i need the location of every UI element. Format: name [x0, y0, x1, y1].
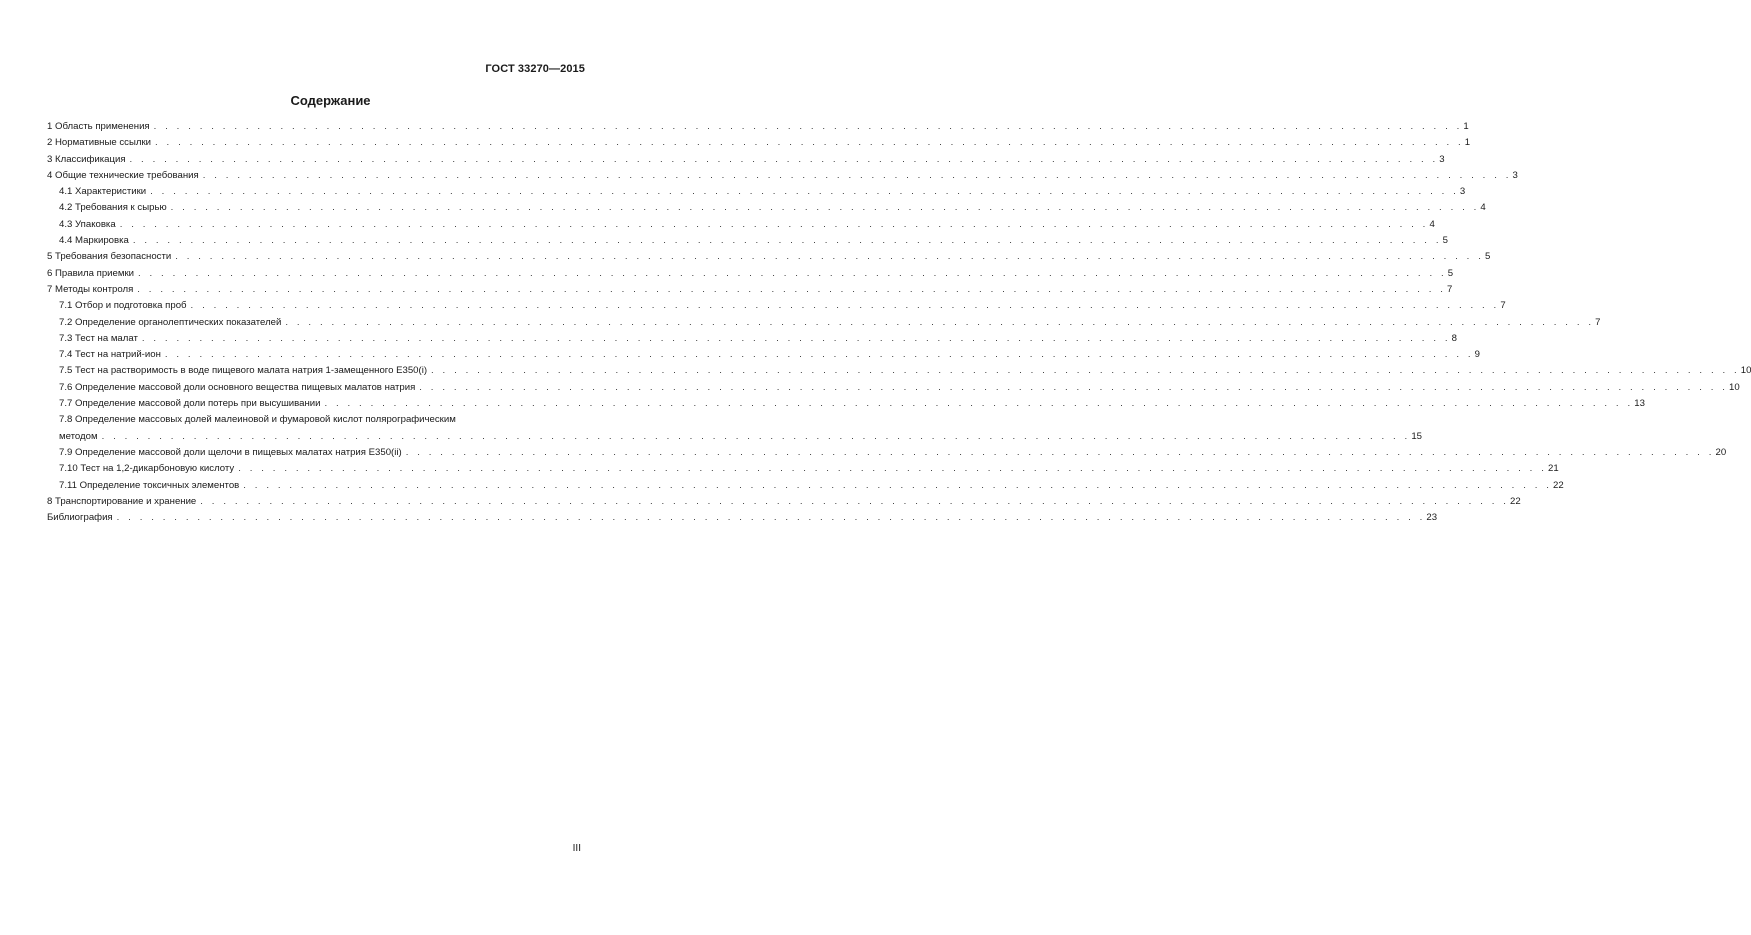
toc-entry-page: 22	[1510, 495, 1521, 507]
toc-entry-label: 7.9 Определение массовой доли щелочи в пищевых малатах натрия Е350(ii)	[59, 446, 402, 458]
toc-leader-dots: . . . . . . . . . . . . . . . . . . . . . . . . . . . . . . . . . . . . . . . . . . . . . . . . . . . . . . . . . . . . . . . . . . . . . . . . . . . . . . . . . . . . . . . . . . . . . . . . . . . . . . . . . . . . . . . . . .	[175, 251, 1484, 263]
document-code: ГОСТ 33270—2015	[485, 63, 585, 75]
toc-entry-5[interactable]	[47, 249, 1491, 265]
toc-entry-page: 1	[1464, 137, 1471, 149]
toc-entry-4[interactable]	[47, 168, 1518, 184]
toc-entry-2[interactable]	[47, 135, 1471, 151]
toc-entry-page: 4	[1480, 202, 1486, 214]
toc-leader-dots: . . . . . . . . . . . . . . . . . . . . . . . . . . . . . . . . . . . . . . . . . . . . . . . . . . . . . . . . . . . . . . . . . . . . . . . . . . . . . . . . . . . . . . . . . . . . . . . . . . . . . . . . . . . . . . . . . .	[132, 235, 1442, 247]
page-number: III	[572, 843, 581, 854]
toc-entry-page: 3	[1512, 169, 1518, 181]
toc-leader-dots: . . . . . . . . . . . . . . . . . . . . . . . . . . . . . . . . . . . . . . . . . . . . . . . . . . . . . . . . . . . . . . . . . . . . . . . . . . . . . . . . . . . . . . . . . . . . . . . . . . . . . . . . . . . . . . . . . .	[243, 479, 1553, 491]
toc-entry-7-4[interactable]	[47, 347, 1480, 363]
toc-entry-page: 23	[1426, 512, 1438, 524]
toc-leader-dots: . . . . . . . . . . . . . . . . . . . . . . . . . . . . . . . . . . . . . . . . . . . . . . . . . . . . . . . . . . . . . . . . . . . . . . . . . . . . . . . . . . . . . . . . . . . . . . . . . . . . . . . . . . . . . . . . . .	[129, 153, 1439, 165]
toc-leader-dots: . . . . . . . . . . . . . . . . . . . . . . . . . . . . . . . . . . . . . . . . . . . . . . . . . . . . . . . . . . . . . . . . . . . . . . . . . . . . . . . . . . . . . . . . . . . . . . . . . . . . . . . . . . . . . . . . . .	[119, 218, 1429, 230]
toc-leader-dots: . . . . . . . . . . . . . . . . . . . . . . . . . . . . . . . . . . . . . . . . . . . . . . . . . . . . . . . . . . . . . . . . . . . . . . . . . . . . . . . . . . . . . . . . . . . . . . . . . . . . . . . . . . . . . . . . . .	[200, 495, 1510, 507]
toc-entry-page: 13	[1634, 398, 1645, 410]
toc-entry-page: 7	[1447, 283, 1453, 295]
toc-entry-1[interactable]	[47, 119, 1469, 135]
toc-entry-page: 15	[1411, 430, 1422, 442]
toc-entry-page: 10	[1740, 365, 1751, 377]
toc-entry-7-7[interactable]	[47, 396, 1645, 412]
toc-entry-7-6[interactable]	[47, 380, 1740, 396]
toc-entry-6[interactable]	[47, 266, 1454, 282]
toc-title: Содержание	[290, 93, 371, 108]
toc-entry-label: 4 Общие технические требования	[47, 169, 199, 181]
toc-entry-page: 22	[1553, 479, 1564, 491]
toc-entry-label: 4.1 Характеристики	[59, 186, 147, 198]
toc-entry-4-1[interactable]	[47, 184, 1466, 200]
toc-leader-dots: . . . . . . . . . . . . . . . . . . . . . . . . . . . . . . . . . . . . . . . . . . . . . . . . . . . . . . . . . . . . . . . . . . . . . . . . . . . . . . . . . . . . . . . . . . . . . . . . . . . . . . . . . . . . . . . . . .	[202, 169, 1512, 181]
toc-entry-page: 4	[1429, 218, 1435, 230]
toc-leader-dots: . . . . . . . . . . . . . . . . . . . . . . . . . . . . . . . . . . . . . . . . . . . . . . . . . . . . . . . . . . . . . . . . . . . . . . . . . . . . . . . . . . . . . . . . . . . . . . . . . . . . . . . . . . . . . . . . . .	[153, 121, 1463, 132]
toc-entry-label: 7.3 Тест на малат	[59, 332, 138, 344]
toc-entry-label: 7.11 Определение токсичных элементов	[59, 479, 240, 491]
toc-entry-page: 7	[1595, 316, 1601, 328]
toc-entry-page: 21	[1547, 463, 1559, 475]
toc-leader-dots: . . . . . . . . . . . . . . . . . . . . . . . . . . . . . . . . . . . . . . . . . . . . . . . . . . . . . . . . . . . . . . . . . . . . . . . . . . . . . . . . . . . . . . . . . . . . . . . . . . . . . . . . . . . . . . . . . .	[116, 512, 1426, 524]
toc-leader-dots: . . . . . . . . . . . . . . . . . . . . . . . . . . . . . . . . . . . . . . . . . . . . . . . . . . . . . . . . . . . . . . . . . . . . . . . . . . . . . . . . . . . . . . . . . . . . . . . . . . . . . . . . . . . . . . . . . .	[101, 430, 1411, 442]
toc-entry-label: 4.3 Упаковка	[59, 218, 116, 230]
toc-entry-label-cont: методом	[59, 430, 98, 442]
toc-entry-label: Библиография	[47, 512, 113, 524]
toc-entry-continuation	[59, 429, 1422, 445]
toc-entry-label: 7.4 Тест на натрий-ион	[59, 349, 161, 361]
toc-leader-dots: . . . . . . . . . . . . . . . . . . . . . . . . . . . . . . . . . . . . . . . . . . . . . . . . . . . . . . . . . . . . . . . . . . . . . . . . . . . . . . . . . . . . . . . . . . . . . . . . . . . . . . . . . . . . . . . . . .	[150, 186, 1459, 198]
toc-entry-8[interactable]	[47, 494, 1521, 510]
toc-leader-dots: . . . . . . . . . . . . . . . . . . . . . . . . . . . . . . . . . . . . . . . . . . . . . . . . . . . . . . . . . . . . . . . . . . . . . . . . . . . . . . . . . . . . . . . . . . . . . . . . . . . . . . . . . . . . . . . . . .	[419, 381, 1729, 393]
toc-entry-7-8[interactable]	[47, 412, 1422, 445]
toc-entry-label: 6 Правила приемки	[47, 267, 134, 279]
toc-entry-label: 7.2 Определение органолептических показателей	[59, 316, 282, 328]
toc-entry-label: 7.6 Определение массовой доли основного вещества пищевых малатов натрия	[59, 381, 416, 393]
toc-entry-page: 8	[1451, 332, 1457, 344]
toc-entry-page: 5	[1484, 251, 1491, 263]
toc-leader-dots: . . . . . . . . . . . . . . . . . . . . . . . . . . . . . . . . . . . . . . . . . . . . . . . . . . . . . . . . . . . . . . . . . . . . . . . . . . . . . . . . . . . . . . . . . . . . . . . . . . . . . . . . . . . . . . . . . .	[285, 316, 1595, 328]
toc-entry-page: 3	[1459, 186, 1466, 198]
toc-leader-dots: . . . . . . . . . . . . . . . . . . . . . . . . . . . . . . . . . . . . . . . . . . . . . . . . . . . . . . . . . . . . . . . . . . . . . . . . . . . . . . . . . . . . . . . . . . . . . . . . . . . . . . . . . . . . . . . . . .	[405, 446, 1715, 458]
toc-entry-4-2[interactable]	[47, 200, 1486, 216]
toc-entry-7-5[interactable]	[47, 363, 1751, 379]
toc-entry-label: 7.8 Определение массовых долей малеиновой и фумаровой кислот полярографическим	[59, 414, 456, 426]
toc-entry-7-11[interactable]	[47, 478, 1564, 494]
toc-entry-label: 7.5 Тест на растворимость в воде пищевого малата натрия 1-замещенного Е350(i)	[59, 365, 428, 377]
toc-leader-dots: . . . . . . . . . . . . . . . . . . . . . . . . . . . . . . . . . . . . . . . . . . . . . . . . . . . . . . . . . . . . . . . . . . . . . . . . . . . . . . . . . . . . . . . . . . . . . . . . . . . . . . . . . . . . . . . . . .	[324, 398, 1634, 410]
toc-entry-label: 1 Область применения	[47, 121, 150, 132]
toc-entry-label: 5 Требования безопасности	[47, 251, 172, 263]
toc-entry-7-1[interactable]	[47, 298, 1506, 314]
toc-entry-7[interactable]	[47, 282, 1453, 298]
toc-entry-label: 3 Классификация	[47, 153, 126, 165]
toc-entry-page: 7	[1500, 300, 1506, 312]
toc-entry-7-10[interactable]	[47, 461, 1559, 477]
toc-entry-label: 7.1 Отбор и подготовка проб	[59, 300, 187, 312]
toc-entry-page: 5	[1447, 267, 1454, 279]
toc-entry-page: 20	[1715, 446, 1727, 458]
toc-leader-dots: . . . . . . . . . . . . . . . . . . . . . . . . . . . . . . . . . . . . . . . . . . . . . . . . . . . . . . . . . . . . . . . . . . . . . . . . . . . . . . . . . . . . . . . . . . . . . . . . . . . . . . . . . . . . . . . . . .	[238, 463, 1547, 475]
toc-entry-label: 7.10 Тест на 1,2-дикарбоновую кислоту	[59, 463, 235, 475]
toc-entry-label: 4.2 Требования к сырью	[59, 202, 167, 214]
toc-entry-page: 5	[1442, 235, 1448, 247]
toc-leader-dots: . . . . . . . . . . . . . . . . . . . . . . . . . . . . . . . . . . . . . . . . . . . . . . . . . . . . . . . . . . . . . . . . . . . . . . . . . . . . . . . . . . . . . . . . . . . . . . . . . . . . . . . . . . . . . . . . . .	[170, 202, 1480, 214]
toc-entry-label: 2 Нормативные ссылки	[47, 137, 152, 149]
toc-leader-dots: . . . . . . . . . . . . . . . . . . . . . . . . . . . . . . . . . . . . . . . . . . . . . . . . . . . . . . . . . . . . . . . . . . . . . . . . . . . . . . . . . . . . . . . . . . . . . . . . . . . . . . . . . . . . . . . . . .	[138, 267, 1447, 279]
toc-entry-7-3[interactable]	[47, 331, 1457, 347]
toc-entry-4-4[interactable]	[47, 233, 1448, 249]
toc-entry-7-2[interactable]	[47, 315, 1601, 331]
table-of-contents	[47, 119, 1751, 526]
toc-entry-3[interactable]	[47, 152, 1445, 168]
toc-leader-dots: . . . . . . . . . . . . . . . . . . . . . . . . . . . . . . . . . . . . . . . . . . . . . . . . . . . . . . . . . . . . . . . . . . . . . . . . . . . . . . . . . . . . . . . . . . . . . . . . . . . . . . . . . . . . . . . . . .	[141, 332, 1451, 344]
toc-entry-label: 7.7 Определение массовой доли потерь при высушивании	[59, 398, 321, 410]
toc-entry-7-9[interactable]	[47, 445, 1727, 461]
toc-leader-dots: . . . . . . . . . . . . . . . . . . . . . . . . . . . . . . . . . . . . . . . . . . . . . . . . . . . . . . . . . . . . . . . . . . . . . . . . . . . . . . . . . . . . . . . . . . . . . . . . . . . . . . . . . . . . . . . . . .	[431, 365, 1740, 377]
toc-entry-label: 8 Транспортирование и хранение	[47, 495, 197, 507]
toc-leader-dots: . . . . . . . . . . . . . . . . . . . . . . . . . . . . . . . . . . . . . . . . . . . . . . . . . . . . . . . . . . . . . . . . . . . . . . . . . . . . . . . . . . . . . . . . . . . . . . . . . . . . . . . . . . . . . . . . . .	[137, 283, 1447, 295]
toc-entry-label: 7 Методы контроля	[47, 283, 134, 295]
toc-entry-page: 3	[1439, 153, 1445, 165]
toc-entry-label: 4.4 Маркировка	[59, 235, 129, 247]
toc-leader-dots: . . . . . . . . . . . . . . . . . . . . . . . . . . . . . . . . . . . . . . . . . . . . . . . . . . . . . . . . . . . . . . . . . . . . . . . . . . . . . . . . . . . . . . . . . . . . . . . . . . . . . . . . . . . . . . . . . .	[164, 349, 1474, 361]
toc-entry-page: 1	[1463, 121, 1469, 132]
toc-entry-page: 10	[1729, 381, 1740, 393]
toc-entry-4-3[interactable]	[47, 217, 1435, 233]
toc-entry-page: 9	[1474, 349, 1480, 361]
toc-entry-bibliography[interactable]	[47, 510, 1438, 526]
toc-leader-dots: . . . . . . . . . . . . . . . . . . . . . . . . . . . . . . . . . . . . . . . . . . . . . . . . . . . . . . . . . . . . . . . . . . . . . . . . . . . . . . . . . . . . . . . . . . . . . . . . . . . . . . . . . . . . . . . . . .	[190, 300, 1500, 312]
toc-leader-dots: . . . . . . . . . . . . . . . . . . . . . . . . . . . . . . . . . . . . . . . . . . . . . . . . . . . . . . . . . . . . . . . . . . . . . . . . . . . . . . . . . . . . . . . . . . . . . . . . . . . . . . . . . . . . . . . . . .	[155, 137, 1464, 149]
